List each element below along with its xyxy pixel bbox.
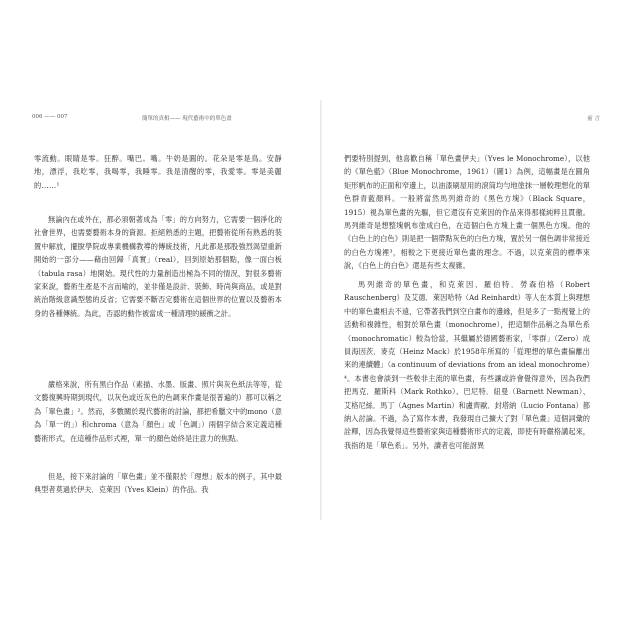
left-page bbox=[22, 100, 320, 520]
paragraph-text: 但是，接下來討論的「單色畫」並不僅限於「理想」版本的例子，其中最典型者莫過於伊夫．克萊因（Yves Klein）的作品。我 bbox=[34, 472, 282, 495]
paragraph bbox=[34, 213, 282, 320]
running-head-title: 簡單的真相—— 現代藝術中的單色畫 bbox=[142, 116, 232, 122]
quote-text: 零流動。眼睛是零。狂醉。嘴巴。嘴。牛奶是圓的。花朵是零是鳥。安靜地，漂浮，我吃零，我喝零，我睡零。我是清醒的零，我愛零。零是美麗的……¹ bbox=[34, 154, 282, 190]
paragraph-text: 馬列維奇的單色畫，和克萊因、羅伯特．勞森伯格（Robert Rauschenberg）及艾德．萊因哈特（Ad Reinhardt）等人在本質上與理想中的單色畫相去不遠，它帶著我們到空白畫布的邊緣，但是多了一點視覺上的活動和複雜性，相對於單色畫（monochrome），把這類作品稱之為單色系（monochromatic）較為恰當，其繼屬於德國藝術家，「零群」（Zero）成員海因茨．麥克（Heinz Mack）於1958年所寫的「從理想的單色畫偏離出來的連續體」（a continuum of deviations from an ideal monochrome）⁴。本書也會談到一些較非主流的單色畫，有些讓或許會覺得意外，因為我們把馬克．羅斯科（Mark Rothko）、巴尼特．紐曼（Barnett Newman）、艾格尼絲．馬丁（Agnes Martin）和盧齊歐．封塔納（Lucio Fontana）都納入討論。不過，為了寫作本書，我發現自己擴大了對「單色畫」這個詞彙的詮釋，因為我覺得這些藝術家與這種藝術形式的定義，即使有時嚴格講起來，我指的是「單色系」。另外，讀者也可能訝異 bbox=[344, 280, 590, 450]
paragraph bbox=[344, 152, 590, 273]
right-page bbox=[322, 100, 620, 520]
book-spread bbox=[22, 100, 620, 520]
paragraph bbox=[34, 378, 282, 445]
paragraph bbox=[344, 278, 590, 452]
paragraph-text: 們要特別提到，他喜歡自稱「單色畫伊夫」（Yves le Monochrome），以他的《單色藍》（Blue Monochrome，1961）（圖1）為例，這幅畫是在圓角矩形帆布的正面和窄邊上，以油漆刷屋用的滾筒均勻地塗抹一層較理想化的單色群青藍顏料。一般將當然馬列維奇的《黑色方塊》（Black Square，1915）視為單色畫的先驅，但它還沒有克萊因的作品來得那樣純粹且貫徹。馬列維奇是想整塊帆布塗成白色，在這個白色方塊上畫一個黑色方塊。他的《白色上的白色》則是把一個帶點灰色的白色方塊，置於另一個色調非常接近的白色方塊裡³，相較之下更接近單色畫的理念。不過，以克萊茵的標準來說，《白色上的白色》還是有些太複雜。 bbox=[344, 154, 590, 271]
epigraph-quote bbox=[34, 152, 282, 192]
paragraph-text: 無論內在或外在，都必須朝著成為「零」的方向努力，它需要一個淨化的社會世界，也需要藝術本身的資源。拒絕熟悉的主題，把藝術從所有熟悉的裝置中解放，擺脫學院或專業機構教導的傳統技術，凡此都是那股強烈渴望重新開始的一部分——藉由回歸「真實」（real），回到原始那個點，像一面白板（tabula rasa）地開始。現代性的力量創造出極為不同的情況，對很多藝術家來說，藝術生產是不言而喻的，並非僅是設計、裝飾、時尚與商品，或是對統治階級意識型態的反省；它需要不斷否定藝術在這個世界的位置以及藝術本身的各種傳統。為此，否認的動作被當成一種清理的緩衝之計。 bbox=[34, 215, 282, 318]
paragraph-text: 嚴格來說，所有黑白作品（素描、水墨、版畫、照片與灰色紙法等等，從文藝復興時期到現代，以灰色或近灰色的色調來作畫是很普遍的）都可以稱之為「單色畫」²。然而，多數關於現代藝術的討論，都把希臘文中的mono（意為「單一的」）和chroma（意為「顏色」或「色調」）兩個字結合來定義這種藝術形式，在這種作品形式裡，單一的顏色始終是注意力的焦點。 bbox=[34, 380, 282, 443]
paragraph bbox=[34, 470, 282, 497]
running-head-section: 前 言 bbox=[587, 116, 600, 122]
page-folio: 006 —— 007 bbox=[32, 114, 68, 120]
